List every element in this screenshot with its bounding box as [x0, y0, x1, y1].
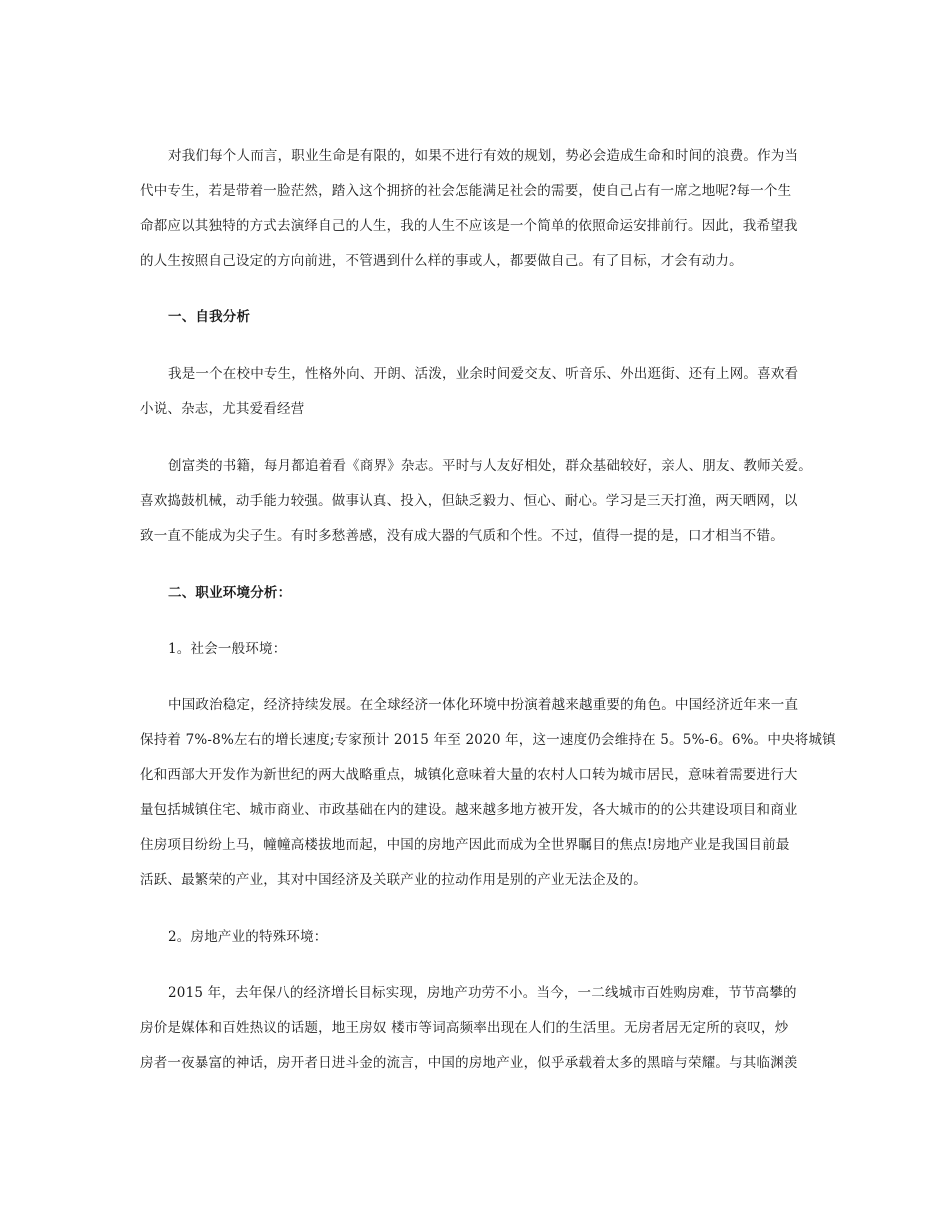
paragraph-line: 保持着 7%-8%左右的增长速度;专家预计 2015 年至 2020 年，这一速度仍会维持在 5。5%-6。6%。中央将城镇 [140, 732, 836, 748]
paragraph-line: 致一直不能成为尖子生。有时多愁善感，没有成大器的气质和个性。不过，值得一提的是，口才相当不错。 [140, 528, 784, 544]
paragraph-line: 喜欢捣鼓机械，动手能力较强。做事认真、投入，但缺乏毅力、恒心、耐心。学习是三天打渔，两天晒网，以 [140, 493, 798, 509]
paragraph-line: 活跃、最繁荣的产业，其对中国经济及关联产业的拉动作用是别的产业无法企及的。 [140, 872, 647, 888]
paragraph-line: 对我们每个人而言，职业生命是有限的，如果不进行有效的规划，势必会造成生命和时间的浪费。作为当 [168, 148, 799, 164]
paragraph-line: 中国政治稳定，经济持续发展。在全球经济一体化环境中扮演着越来越重要的角色。中国经济近年来一直 [168, 697, 799, 713]
section-heading-self-analysis: 一、自我分析 [168, 309, 251, 325]
paragraph-line: 小说、杂志，尤其爱看经营 [140, 401, 305, 417]
paragraph-line: 命都应以其独特的方式去演绎自己的人生，我的人生不应该是一个简单的依照命运安排前行。因此，我希望我 [140, 218, 798, 234]
subsection-heading-general-environment: 1。社会一般环境： [168, 641, 287, 657]
paragraph-line: 化和西部大开发作为新世纪的两大战略重点，城镇化意味着大量的农村人口转为城市居民，意味着需要进行大 [140, 767, 798, 783]
paragraph-line: 创富类的书籍，每月都追着看《商界》杂志。平时与人友好相处，群众基础较好，亲人、朋友、教师关爱。 [168, 458, 812, 474]
paragraph-line: 房价是媒体和百姓热议的话题，地王房奴 楼市等词高频率出现在人们的生活里。无房者居无定所的哀叹，炒 [140, 1020, 789, 1036]
paragraph-line: 我是一个在校中专生，性格外向、开朗、活泼，业余时间爱交友、听音乐、外出逛街、还有上网。喜欢看 [168, 366, 799, 382]
subsection-heading-real-estate-environment: 2。房地产业的特殊环境： [168, 929, 328, 945]
paragraph-line: 的人生按照自己设定的方向前进，不管遇到什么样的事或人，都要做自己。有了目标，才会有动力。 [140, 253, 743, 269]
paragraph-line: 房者一夜暴富的神话，房开者日进斗金的流言，中国的房地产业，似乎承载着太多的黑暗与荣耀。与其临渊羡 [140, 1055, 798, 1071]
section-heading-career-environment: 二、职业环境分析： [168, 585, 292, 601]
paragraph-line: 代中专生，若是带着一脸茫然，踏入这个拥挤的社会怎能满足社会的需要，使自己占有一席之地呢?每一个生 [140, 183, 792, 199]
paragraph-line: 量包括城镇住宅、城市商业、市政基础在内的建设。越来越多地方被开发，各大城市的的公共建设项目和商业 [140, 802, 798, 818]
paragraph-line: 2015 年，去年保八的经济增长目标实现，房地产功劳不小。当今，一二线城市百姓购房难，节节高攀的 [168, 985, 797, 1001]
paragraph-line: 住房项目纷纷上马，幢幢高楼拔地而起，中国的房地产因此而成为全世界瞩目的焦点!房地产业是我国目前最 [140, 837, 790, 853]
